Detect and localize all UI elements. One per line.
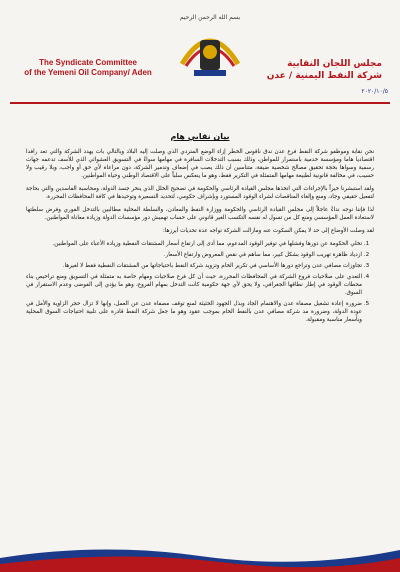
basmala: بسم الله الرحمن الرحيم <box>179 14 241 21</box>
letter-date: ٢٠٢٠/١٠/٥ <box>361 88 388 95</box>
english-header-line2: of the Yemeni Oil Company/ Aden <box>24 68 152 77</box>
statement-title: بيان نقابي هام <box>170 132 230 141</box>
syndicate-logo <box>176 24 244 84</box>
letterhead <box>10 6 390 96</box>
footer-wave <box>0 538 400 572</box>
paragraph-reforms: ولقد استبشرنا خيراً بالإجراءات التي اتخذها مجلس القيادة الرئاسي والحكومة في تصحيح الخلل الذي ينخر جسد الدولة، ومحاسبة الفاسدين والتي بحاجة لتفعيل حقيقي وجاد، ومنع وإلغاء المناقصات لشراء الوقود المستورد وبإشراف حكومي، لتحديد التسعيرة وتوحيدها في كافة المحافظات المحررة. <box>26 186 374 200</box>
english-header-line1: The Syndicate Committee <box>39 58 137 67</box>
arabic-header-line1: مجلس اللجان النقابية <box>287 59 382 69</box>
paragraph-appeal: لذا فإننا نوجه نداءً عاجلاً إلى مجلس القيادة الرئاسي والحكومة ووزارة النفط والمعادن، والسلطة المحلية مطالبين بالتدخل الفوري وفرض سلطتها لاستعادة العمل المؤسسي ومنع كل من تسول له نفسه التكسب الغير قانوني على حساب تهميش دور مؤسسات الدولة وزيادة معاناة المواطنين. <box>26 207 374 221</box>
challenge-item: 5. ضرورة إعادة تشغيل مصفاة عدن والاهتمام الجاد وبذل الجهود الحثيثة لمنع توقف مصفاة عدن عن العمل، وإنها لا تزال حجر الزاوية والأمل في عودة الدولة، وضرورة مد شركة مصافي عدن بالنفط الخام بموجب عقود وهو ما جعل شركة النفط قادرة على تلبية احتياجات السوق المحلية وبأسعار مناسبة ومقبولة. <box>26 300 362 324</box>
header-divider <box>10 102 390 104</box>
english-header <box>18 58 158 78</box>
challenges-list <box>26 240 374 324</box>
paragraph-intro: نحن نقابة وموظفو شركة النفط فرع عدن ندق ناقوس الخطر إزاء الوضع المتردي الذي وصلت إليه البلاد وبالتالي بات يهدد الشركة والتي تعد رافدا اقتصاديا هاما ومؤسسة خدمية باستمرار للمواطن، وذلك بسبب التدخلات السافرة في مهامها سواءً في التسويق العشوائي الذي للأسف تدعمه جهات رسمية وسواها بحجة تحقيق مصالح شخصية ضيقة، متناسين أن ذلك يصب في إضعاف وتدمير الشركة، دون مراعاة لأي حق أو واجب، وبلا رقيب ولا حسيب، في مخالفة قانونية لطبيعة مهامها المتمثلة في التكرير فقط، وهو ما ينعكس سلباً على الاقتصاد الوطني وحياة المواطنين. <box>26 149 374 179</box>
challenge-item: 3. تجاوزات مصافي عدن وتراجع دورها الأساسي في تكرير الخام وتزويد شركة النفط باحتياجاتها من المشتقات النفطية فقط لا لغيرها. <box>26 262 362 270</box>
challenge-item: 4. التعدي على صلاحيات فروع الشركة في المحافظات المحررة، حيث أن كل فرع صلاحيات ومهام خاصة به متمثلة في التسويق ومنع تراخيص بناء محطات الوقود في إطار نطاقها الجغرافي، ولا يحق لأي جهة حكومية كانت التدخل بمهام الفروع، وهو ما يؤدي إلى الفوضى وعدم الاستقرار في السوق. <box>26 273 362 297</box>
challenge-item: 2. ازدياد ظاهرة تهريب الوقود بشكل كبير، مما ساهم في نقص المعروض وارتفاع الأسعار. <box>26 251 362 259</box>
arabic-header-line2: شركة النفط اليمنية / عدن <box>266 71 382 81</box>
statement-body <box>26 148 374 327</box>
arabic-header <box>262 58 382 82</box>
paragraph-challenges-intro: لقد وصلت الأوضاع إلى حد لا يمكن السكوت عنه ومازالت الشركة تواجه عدة تحديات أبرزها: <box>162 228 374 234</box>
challenge-item: 1. تخلي الحكومة عن دورها وفشلها في توفير الوقود المدعوم، مما أدى إلى ارتفاع أسعار المشتقات النفطية وزيادة الأعباء على المواطنين. <box>26 240 362 248</box>
